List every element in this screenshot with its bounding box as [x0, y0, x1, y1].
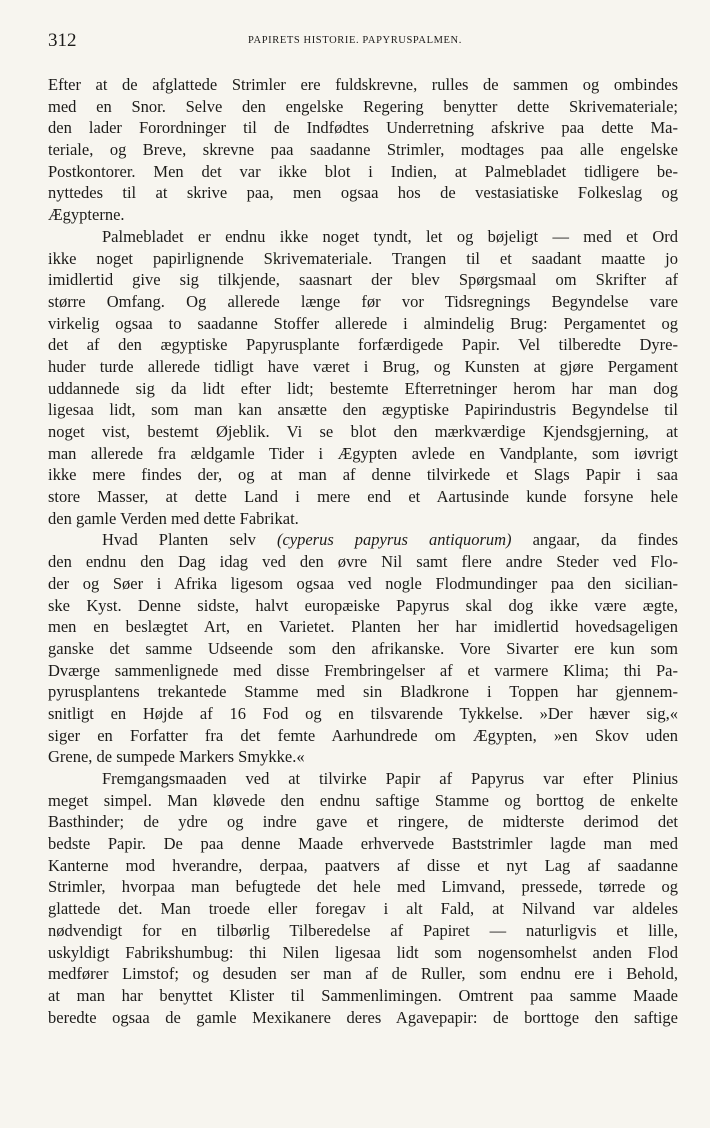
text-line: imidlertid give sig tilkjende, saasnart der blev Spørgsmaal om Skrifter af: [48, 270, 678, 290]
paragraph-start: [48, 529, 678, 551]
latin-name: (cyperus papyrus antiquorum): [276, 530, 512, 550]
text-line: ganske det samme Udseende som den afrikanske. Vore Sivarter ere kun som: [48, 638, 678, 658]
text-line: ikke noget papirlignende Skrivemateriale. Trangen til et saadant maatte jo: [48, 248, 678, 268]
text-line: med en Snor. Selve den engelske Regering benytter dette Skrivemateriale;: [48, 96, 678, 116]
text-line: pyrusplantens trekantede Stamme med sin Bladkrone i Toppen har gjennem-: [48, 682, 678, 702]
text-line: beredte ogsaa de gamle Mexikanere deres Agavepapir: de borttoge den saftige: [48, 1007, 678, 1027]
text-line: det af den ægyptiske Papyrusplante forfærdigede Papir. Vel tilberedte Dyre-: [48, 335, 678, 355]
text-line: at man har benyttet Klister til Sammenlimingen. Omtrent paa samme Maade: [48, 985, 678, 1005]
text-line: snitligt en Højde af 16 Fod og en tilsvarende Tykkelse. »Der hæver sig,«: [48, 703, 678, 723]
text-line: glattede det. Man troede eller foregav i alt Fald, at Nilvand var aldeles: [48, 899, 678, 919]
text-line: noget vist, bestemt Øjeblik. Vi se blot den mærkværdige Kjendsgjerning, at: [48, 422, 678, 441]
text-line: Efter at de afglattede Strimler ere fuldskrevne, rulles de sammen og ombindes: [48, 75, 678, 94]
text-line: teriale, og Breve, skrevne paa saadanne Strimler, modtages paa alle engelske: [48, 140, 678, 160]
text-line: meget simpel. Man kløvede den endnu saftige Stamme og borttog de enkelte: [48, 790, 678, 810]
text-line: ikke mere findes der, og at man af denne tilvirkede et Slags Papir i saa: [48, 465, 678, 485]
text-line: nyttedes til at skrive paa, men ogsaa hos de vestasiatiske Folkeslag og: [48, 183, 678, 203]
text-line: man allerede fra ældgamle Tider i Ægypten avlede en Vandplante, som iøvrigt: [48, 443, 678, 463]
text-line: store Masser, at dette Land i mere end et Aartusinde kunde forsyne hele: [48, 487, 678, 507]
text-line: Grene, de sumpede Markers Smykke.«: [48, 747, 305, 767]
text-line: Basthinder; de ydre og indre gave et ringere, de midterste derimod det: [48, 812, 678, 832]
text-line: Ægypterne.: [48, 205, 125, 225]
text-line: medfører Limstof; og desuden ser man af de Ruller, som endnu ere i Behold,: [48, 964, 678, 984]
text-line: der og Søer i Afrika ligesom ogsaa ved nogle Flodmundinger paa den sicilian-: [48, 573, 678, 593]
paragraph-start: Fremgangsmaaden ved at tilvirke Papir af Papyrus var efter Plinius: [102, 769, 678, 788]
page-number: 312: [48, 30, 77, 51]
text-line: siger en Forfatter fra det femte Aarhundrede om Ægypten, »en Skov uden: [48, 725, 678, 745]
page-header: [48, 30, 662, 56]
text-line: større Omfang. Og allerede længe før vor Tidsregnings Begyndelse vare: [48, 291, 678, 311]
paragraph-start: Palmebladet er endnu ikke noget tyndt, let og bøjeligt — med et Ord: [102, 226, 678, 246]
text-line: nødvendigt for en tilbørlig Tilberedelse af Papiret — naturligvis et lille,: [48, 920, 678, 940]
text-line: Kanterne mod hverandre, derpaa, paatvers af disse et nyt Lag af saadanne: [48, 855, 678, 875]
running-title: PAPIRETS HISTORIE. PAPYRUSPALMEN.: [248, 35, 462, 46]
text-fragment: Hvad Planten selv: [102, 530, 277, 550]
text-line: virkelig ogsaa to saadanne Stoffer allerede i almindelig Brug: Pergamentet og: [48, 313, 678, 333]
text-line: den endnu den Dag idag ved den øvre Nil samt flere andre Steder ved Flo-: [48, 552, 678, 572]
body-text: [48, 74, 678, 1028]
text-line: bedste Papir. De paa denne Maade erhvervede Baststrimler lagde man med: [48, 834, 678, 854]
text-line: ske Kyst. Denne sidste, halvt europæiske Papyrus skal dog ikke være ægte,: [48, 595, 678, 615]
text-line: men en beslægtet Art, en Varietet. Planten her har imidlertid hovedsageligen: [48, 617, 678, 637]
text-fragment: angaar, da findes: [511, 530, 678, 550]
text-line: ligesaa lidt, som man kan ansætte den ægyptiske Papirindustris Begyndelse til: [48, 400, 678, 420]
text-line: uddannede sig da lidt efter lidt; bestemte Efterretninger herom har man dog: [48, 378, 678, 398]
text-line: Postkontorer. Men det var ikke blot i Indien, at Palmebladet tidligere be-: [48, 161, 678, 181]
text-line: huder turde allerede tidligt have været i Brug, og Kunsten at gjøre Pergament: [48, 356, 678, 376]
text-line: den gamle Verden med dette Fabrikat.: [48, 508, 299, 528]
text-line: Dværge sammenlignede med disse Frembringelser af et varmere Klima; thi Pa-: [48, 660, 678, 680]
text-line: Strimler, hvorpaa man befugtede det hele med Limvand, pressede, tørrede og: [48, 877, 678, 897]
text-line: uskyldigt Fabrikshumbug: thi Nilen ligesaa lidt som nogensomhelst anden Flod: [48, 942, 678, 962]
text-line: den lader Forordninger til de Indfødtes Underretning afskrive paa dette Ma-: [48, 118, 678, 138]
